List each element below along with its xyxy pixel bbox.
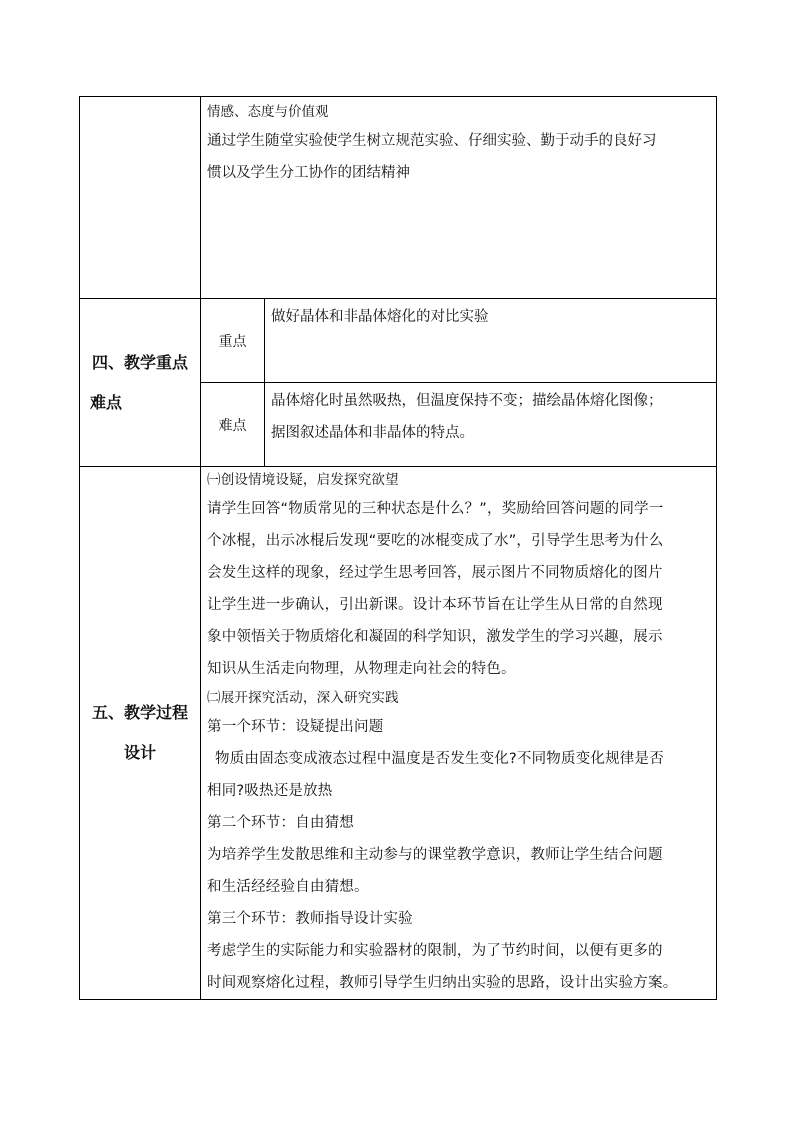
section1-line: 让学生进一步确认，引出新课。设计本环节旨在让学生从日常的自然现 [207,597,663,613]
attitude-line: 惯以及学生分工协作的团结精神 [207,165,410,181]
attitude-title: 情感、态度与价值观 [207,104,329,120]
attitude-label-cell [80,97,201,299]
focus-content-cell [265,299,717,383]
process-label-line1: 五、教学过程 [91,703,188,722]
focus-text: 做好晶体和非晶体熔化的对比实验 [271,309,489,325]
process-label-cell [80,467,201,1000]
attitude-row [80,97,717,299]
step1-title: 第一个环节：设疑提出问题 [207,719,384,735]
step2-title: 第二个环节：自由猜想 [207,815,354,831]
attitude-content-cell [201,97,717,299]
attitude-line: 通过学生随堂实验使学生树立规范实验、仔细实验、勤于动手的良好习 [207,133,657,149]
section2-title: ㈡展开探究活动，深入研究实践 [207,690,399,706]
section1-line: 象中领悟关于物质熔化和凝固的科学知识，激发学生的学习兴趣，展示 [207,629,663,645]
difficulty-line: 据图叙述晶体和非晶体的特点。 [271,425,474,441]
difficulty-line: 晶体熔化时虽然吸热，但温度保持不变；描绘晶体熔化图像； [271,393,663,409]
section1-line: 请学生回答“物质常见的三种状态是什么？”，奖励给回答问题的同学一 [207,501,664,517]
difficulty-content-cell [265,383,717,467]
section1-line: 会发生这样的现象，经过学生思考回答，展示图片不同物质熔化的图片 [207,565,663,581]
process-row [80,467,717,1000]
step2-line: 和生活经经验自由猜想。 [207,879,369,895]
process-content-cell [201,467,717,1000]
process-label-line2: 设计 [123,743,156,762]
step3-line: 时间观察熔化过程，教师引导学生归纳出实验的思路，设计出实验方案。 [207,975,678,991]
key-points-label-cell [80,299,201,467]
key-points-label-line1: 四、教学重点 [91,352,188,372]
step3-line: 考虑学生的实际能力和实验器材的限制，为了节约时间，以便有更多的 [207,943,663,959]
section1-line: 个冰棍，出示冰棍后发现“要吃的冰棍变成了水”，引导学生思考为什么 [207,533,664,549]
step1-line: 物质由固态变成液态过程中温度是否发生变化?不同物质变化规律是否 [215,751,664,767]
step1-line: 相同?吸热还是放热 [207,783,333,799]
step3-title: 第三个环节：教师指导设计实验 [207,911,413,927]
focus-row [80,299,717,383]
section1-title: ㈠创设情境设疑，启发探究欲望 [207,472,399,488]
section1-line: 知识从生活走向物理，从物理走向社会的特色。 [207,661,516,677]
focus-label: 重点 [201,299,265,383]
key-points-label-line2: 难点 [90,392,123,412]
difficulty-label: 难点 [201,383,265,467]
step2-line: 为培养学生发散思维和主动参与的课堂教学意识，教师让学生结合问题 [207,847,663,863]
lesson-plan-table [79,96,717,1000]
